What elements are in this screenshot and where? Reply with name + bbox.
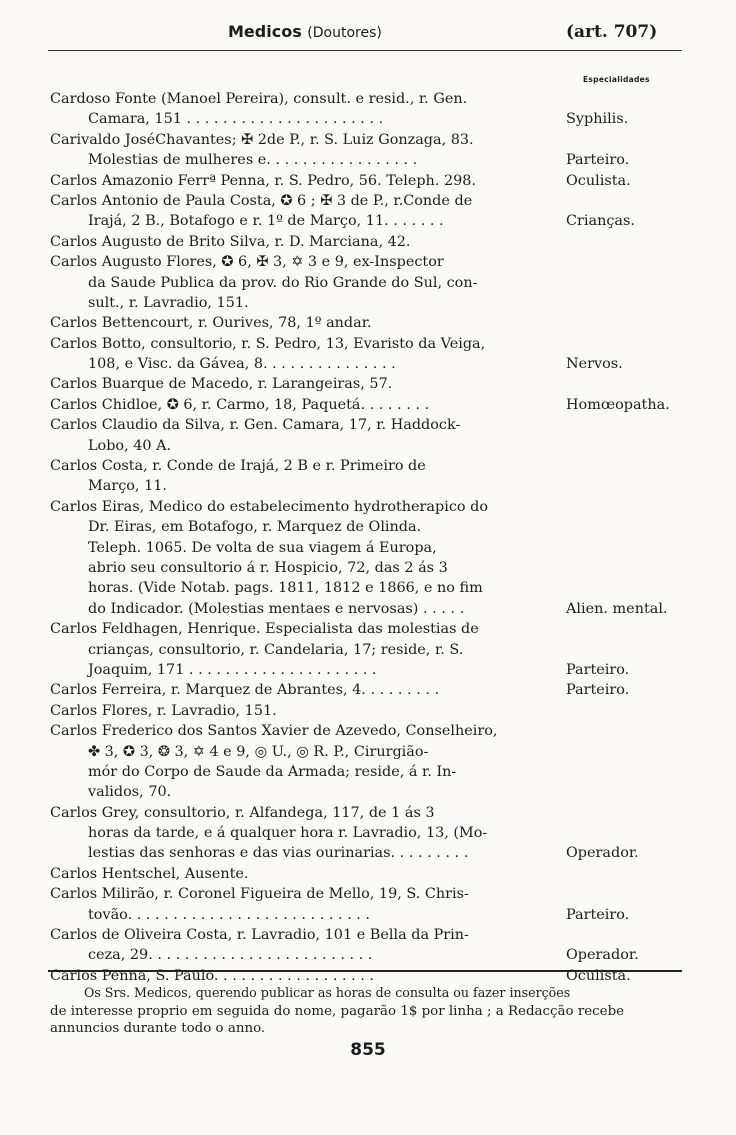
entry-text: horas. (Vide Notab. pags. 1811, 1812 e 1866, e no fim <box>88 580 483 597</box>
entry-line <box>0 823 736 843</box>
entry-text: Março, 11. <box>88 478 167 495</box>
entry-line <box>0 762 736 782</box>
entry-line <box>0 191 736 211</box>
specialty-label: Syphilis. <box>566 111 629 128</box>
entry-line <box>0 415 736 435</box>
bottom-rule <box>48 970 682 972</box>
specialty-label: Operador. <box>566 845 639 862</box>
entry-text: Carlos Milirão, r. Coronel Figueira de Mello, 19, S. Chris- <box>50 886 469 903</box>
entry-line <box>0 374 736 394</box>
entry-line <box>0 599 736 619</box>
entry-line <box>0 864 736 884</box>
entry-line <box>0 782 736 802</box>
entry-text: Molestias de mulheres e. . . . . . . . . . . . . . . . . <box>88 152 418 169</box>
entry-line <box>0 334 736 354</box>
specialty-label: Parteiro. <box>566 682 630 699</box>
entry-line <box>0 293 736 313</box>
entry-line <box>0 232 736 252</box>
notice-line: annuncios durante todo o anno. <box>50 1021 266 1036</box>
entry-line <box>0 701 736 721</box>
notice-paragraph <box>50 985 684 1038</box>
entry-line <box>0 578 736 598</box>
entry-text: Carlos Grey, consultorio, r. Alfandega, 117, de 1 ás 3 <box>50 804 435 821</box>
entry-line <box>0 884 736 904</box>
entry-line <box>0 109 736 129</box>
entry-text: Carlos Frederico dos Santos Xavier de Azevedo, Conselheiro, <box>50 723 498 740</box>
notice-line: de interesse proprio em seguida do nome, pagarão 1$ por linha ; a Redacção recebe <box>50 1003 625 1019</box>
entry-list <box>0 89 736 986</box>
entry-text: Carlos Augusto Flores, ✪ 6, ✠ 3, ✡ 3 e 9, ex-Inspector <box>50 254 444 271</box>
entry-text: Carlos Costa, r. Conde de Irajá, 2 B e r. Primeiro de <box>50 458 426 475</box>
entry-line <box>0 905 736 925</box>
entry-line <box>0 171 736 191</box>
entry-text: Dr. Eiras, em Botafogo, r. Marquez de Olinda. <box>88 519 422 536</box>
entry-text: Carlos Augusto de Brito Silva, r. D. Marciana, 42. <box>50 233 411 250</box>
specialty-label: Operador. <box>566 947 639 964</box>
entry-text: validos, 70. <box>88 784 172 801</box>
entry-line <box>0 680 736 700</box>
entry-line <box>0 436 736 456</box>
entry-text: ✤ 3, ✪ 3, ❂ 3, ✡ 4 e 9, ◎ U., ◎ R. P., Cirurgião- <box>88 743 429 760</box>
entry-line <box>0 313 736 333</box>
entry-line <box>0 89 736 109</box>
entry-text: Teleph. 1065. De volta de sua viagem á Europa, <box>88 539 437 556</box>
notice-line: Os Srs. Medicos, querendo publicar as horas de consulta ou fazer inserções <box>83 986 571 1001</box>
entry-line <box>0 517 736 537</box>
header-title: Medicos (Doutores) <box>228 22 382 41</box>
entry-text: sult., r. Lavradio, 151. <box>88 294 249 311</box>
entry-line <box>0 130 736 150</box>
entry-text: Carlos Penna, S. Paulo. . . . . . . . . . . . . . . . . . <box>50 967 375 984</box>
specialty-label: Homœopatha. <box>566 396 670 413</box>
entry-text: Carlos Flores, r. Lavradio, 151. <box>50 702 277 719</box>
entry-line <box>0 273 736 293</box>
entry-line <box>0 925 736 945</box>
entry-line <box>0 538 736 558</box>
entry-text: Carlos Amazonio Ferrª Penna, r. S. Pedro, 56. Teleph. 298. <box>50 172 477 189</box>
entry-text: ceza, 29. . . . . . . . . . . . . . . . . . . . . . . . . <box>88 947 373 964</box>
entry-text: abrio seu consultorio á r. Hospicio, 72, das 2 ás 3 <box>88 559 448 576</box>
entry-line <box>0 497 736 517</box>
page-number: 855 <box>350 1040 386 1060</box>
entry-line <box>0 252 736 272</box>
entry-text: Carlos Feldhagen, Henrique. Especialista das molestias de <box>50 621 479 638</box>
entry-text: Carlos Antonio de Paula Costa, ✪ 6 ; ✠ 3 de P., r.Conde de <box>50 192 473 209</box>
entry-line <box>0 558 736 578</box>
entry-line <box>0 803 736 823</box>
entry-line <box>0 476 736 496</box>
specialty-label: Alien. mental. <box>566 600 668 617</box>
entry-line <box>0 640 736 660</box>
entry-text: Carlos de Oliveira Costa, r. Lavradio, 101 e Bella da Prin- <box>50 927 469 944</box>
entry-text: Carlos Chidloe, ✪ 6, r. Carmo, 18, Paquetá. . . . . . . . <box>50 396 430 413</box>
entry-text: da Saude Publica da prov. do Rio Grande do Sul, con- <box>88 274 478 291</box>
entry-line <box>0 721 736 741</box>
entry-text: Cardoso Fonte (Manoel Pereira), consult. e resid., r. Gen. <box>50 91 468 107</box>
specialty-label: Nervos. <box>566 356 623 373</box>
entry-text: Carlos Claudio da Silva, r. Gen. Camara, 17, r. Haddock- <box>50 417 461 434</box>
entry-text: mór do Corpo de Saude da Armada; reside, á r. In- <box>88 763 457 780</box>
entry-line <box>0 966 736 986</box>
article-number: (art. 707) <box>566 22 658 42</box>
entry-line <box>0 395 736 415</box>
entry-text: tovão. . . . . . . . . . . . . . . . . . . . . . . . . . . <box>88 906 371 923</box>
specialty-label: Crianças. <box>566 213 635 230</box>
header-subtitle: (Doutores) <box>307 25 382 41</box>
entry-line <box>0 354 736 374</box>
entry-line <box>0 742 736 762</box>
entry-text: Carlos Hentschel, Ausente. <box>50 865 249 882</box>
header-rule <box>48 50 682 51</box>
entry-line <box>0 619 736 639</box>
entry-line <box>0 843 736 863</box>
entry-text: lestias das senhoras e das vias ourinarias. . . . . . . . . <box>88 845 469 862</box>
entry-text: Carivaldo JoséChavantes; ✠ 2de P., r. S. Luiz Gonzaga, 83. <box>50 131 474 148</box>
entry-line <box>0 945 736 965</box>
entry-text: Irajá, 2 B., Botafogo e r. 1º de Março, 11. . . . . . . <box>88 213 444 230</box>
entry-text: Camara, 151 . . . . . . . . . . . . . . . . . . . . . . <box>88 111 384 128</box>
specialty-label: Parteiro. <box>566 906 630 923</box>
entry-text: Carlos Ferreira, r. Marquez de Abrantes, 4. . . . . . . . . <box>50 682 440 699</box>
specialty-label: Parteiro. <box>566 661 630 678</box>
entry-text: Carlos Bettencourt, r. Ourives, 78, 1º andar. <box>50 315 372 332</box>
entry-text: 108, e Visc. da Gávea, 8. . . . . . . . . . . . . . . <box>88 356 396 373</box>
entry-line <box>0 456 736 476</box>
entry-text: crianças, consultorio, r. Candelaria, 17; reside, r. S. <box>88 641 464 658</box>
entry-text: horas da tarde, e á qualquer hora r. Lavradio, 13, (Mo- <box>88 825 488 842</box>
specialty-label: Oculista. <box>566 172 631 189</box>
entry-text: Joaquim, 171 . . . . . . . . . . . . . . . . . . . . . <box>88 661 377 678</box>
entry-text: Carlos Botto, consultorio, r. S. Pedro, 13, Evaristo da Veiga, <box>50 335 486 352</box>
specialties-heading: Especialidades <box>583 75 650 84</box>
entry-text: Carlos Buarque de Macedo, r. Larangeiras, 57. <box>50 376 393 393</box>
specialty-label: Oculista. <box>566 967 631 984</box>
entry-line <box>0 150 736 170</box>
entry-line <box>0 211 736 231</box>
entry-text: do Indicador. (Molestias mentaes e nervosas) . . . . . <box>88 600 465 617</box>
running-header <box>0 22 736 48</box>
entry-line <box>0 660 736 680</box>
entry-text: Carlos Eiras, Medico do estabelecimento hydrotherapico do <box>50 498 489 515</box>
specialty-label: Parteiro. <box>566 152 630 169</box>
entry-text: Lobo, 40 A. <box>88 437 172 454</box>
